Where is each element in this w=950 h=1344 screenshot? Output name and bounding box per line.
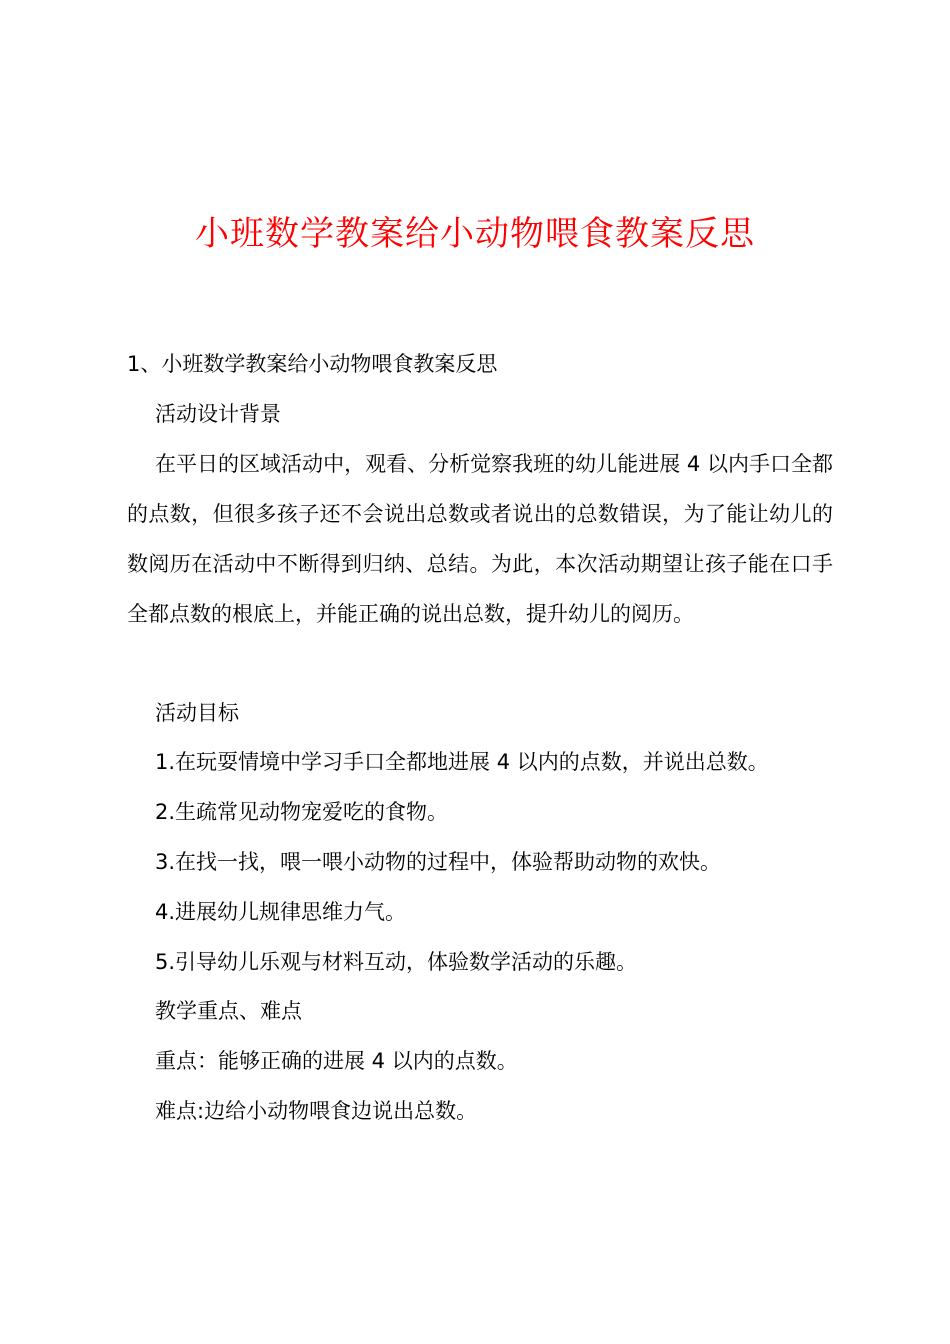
key-points-heading: 教学重点、难点 xyxy=(155,999,302,1023)
goal-item: 1.在玩耍情境中学习手口全都地进展 4 以内的点数，并说出总数。 xyxy=(155,750,769,774)
background-paragraph: 在平日的区域活动中，观看、分析觉察我班的幼儿能进展 4 以内手口全都的点数，但很多孩子还不会说出总数或者说出的总数错误，为了能让幼儿的数阅历在活动中不断得到归纳、总结。为此，本次活动期望让孩子能在口手全都点数的根底上，并能正确的说出总数，提升幼儿的阅历。 xyxy=(127,452,833,626)
goals-heading: 活动目标 xyxy=(155,701,239,725)
difficulty-point: 难点:边给小动物喂食边说出总数。 xyxy=(155,1099,478,1123)
document-title: 小班数学教案给小动物喂食教案反思 xyxy=(195,214,755,254)
goal-item: 2.生疏常见动物宠爱吃的食物。 xyxy=(155,800,449,824)
goal-item: 4.进展幼儿规律思维力气。 xyxy=(155,900,407,924)
goal-item: 5.引导幼儿乐观与材料互动，体验数学活动的乐趣。 xyxy=(155,950,638,974)
background-heading: 活动设计背景 xyxy=(155,402,281,426)
key-point: 重点：能够正确的进展 4 以内的点数。 xyxy=(155,1049,518,1073)
goal-item: 3.在找一找，喂一喂小动物的过程中，体验帮助动物的欢快。 xyxy=(155,850,722,874)
section-heading: 1、小班数学教案给小动物喂食教案反思 xyxy=(127,352,498,376)
